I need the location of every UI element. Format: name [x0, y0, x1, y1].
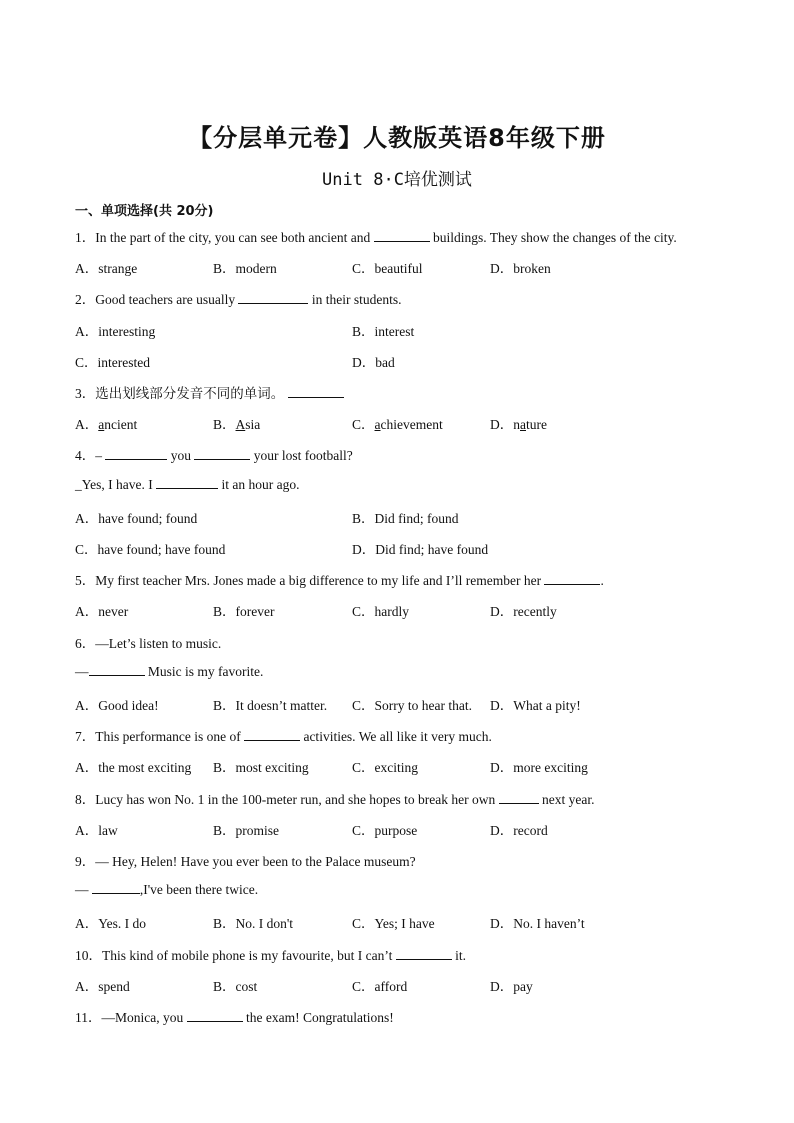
page-subtitle: Unit 8·C培优测试: [322, 170, 472, 190]
answer-blank: [92, 881, 140, 894]
option: C．Yes; I have: [352, 916, 435, 931]
option: D．record: [490, 823, 548, 838]
option: D．Did find; have found: [352, 542, 489, 557]
question-5-prompt: 5．My first teacher Mrs. Jones made a big difference to my life and I’ll remember her .: [75, 573, 604, 588]
question-7-prompt: 7．This performance is one of activities. We all like it very much.: [75, 729, 492, 744]
option: D．more exciting: [490, 760, 588, 775]
option: A．Yes. I do: [75, 916, 147, 931]
option: A．interesting: [75, 324, 156, 339]
option: A．ancient: [75, 417, 138, 432]
option: B．Asia: [213, 417, 261, 432]
question-10-prompt: 10．This kind of mobile phone is my favourite, but I can’t it.: [75, 948, 466, 963]
answer-blank: [396, 947, 452, 960]
question-3-prompt: 3．选出划线部分发音不同的单词。: [75, 382, 344, 402]
option: C．hardly: [352, 604, 409, 619]
page-title: 【分层单元卷】人教版英语8年级下册: [188, 124, 606, 152]
answer-blank: [374, 229, 430, 242]
option: B．modern: [213, 261, 277, 276]
option: C．achievement: [352, 417, 443, 432]
option: A．strange: [75, 261, 138, 276]
option: B．cost: [213, 979, 258, 994]
option: C．beautiful: [352, 261, 423, 276]
question-8-prompt: 8．Lucy has won No. 1 in the 100-meter run, and she hopes to break her own next year.: [75, 792, 595, 807]
answer-blank: [156, 476, 218, 489]
question-9-prompt: 9．— Hey, Helen! Have you ever been to the Palace museum?: [75, 854, 416, 869]
option: D．nature: [490, 417, 547, 432]
option: B．No. I don't: [213, 916, 294, 931]
option: A．Good idea!: [75, 698, 159, 713]
question-2-prompt: 2．Good teachers are usually in their students.: [75, 292, 402, 307]
answer-blank: [288, 385, 344, 398]
option: B．most exciting: [213, 760, 309, 775]
question-6-response: — Music is my favorite.: [75, 664, 264, 679]
option: C．have found; have found: [75, 542, 226, 557]
question-6-prompt: 6．—Let’s listen to music.: [75, 636, 222, 651]
option: D．broken: [490, 261, 551, 276]
option: A．never: [75, 604, 129, 619]
answer-blank: [238, 291, 308, 304]
option: D．No. I haven’t: [490, 916, 585, 931]
option: C．interested: [75, 355, 150, 370]
option: C．Sorry to hear that.: [352, 698, 472, 713]
question-11-prompt: 11．—Monica, you the exam! Congratulations!: [75, 1010, 394, 1025]
answer-blank: [105, 447, 167, 460]
question-9-response: — ,I've been there twice.: [75, 882, 259, 897]
section-heading: 一、单项选择(共 20分): [75, 204, 214, 219]
option: B．forever: [213, 604, 275, 619]
answer-blank: [499, 791, 539, 804]
answer-blank: [544, 572, 600, 585]
answer-blank: [244, 728, 300, 741]
answer-blank: [187, 1009, 243, 1022]
answer-blank: [194, 447, 250, 460]
option: D．What a pity!: [490, 698, 581, 713]
option: C．afford: [352, 979, 408, 994]
option: A．spend: [75, 979, 130, 994]
option: D．pay: [490, 979, 533, 994]
option: A．law: [75, 823, 118, 838]
option: A．have found; found: [75, 511, 198, 526]
option: B．interest: [352, 324, 415, 339]
option: B．Did find; found: [352, 511, 459, 526]
option: B．promise: [213, 823, 279, 838]
option: C．exciting: [352, 760, 418, 775]
question-4-response: _Yes, I have. I it an hour ago.: [75, 477, 300, 492]
option: B．It doesn’t matter.: [213, 698, 328, 713]
option: D．bad: [352, 355, 395, 370]
option: D．recently: [490, 604, 557, 619]
option: C．purpose: [352, 823, 418, 838]
question-4-prompt: 4．– you your lost football?: [75, 448, 353, 463]
option: A．the most exciting: [75, 760, 192, 775]
question-1-prompt: 1．In the part of the city, you can see both ancient and buildings. They show the changes of the city.: [75, 230, 677, 245]
answer-blank: [89, 663, 145, 676]
